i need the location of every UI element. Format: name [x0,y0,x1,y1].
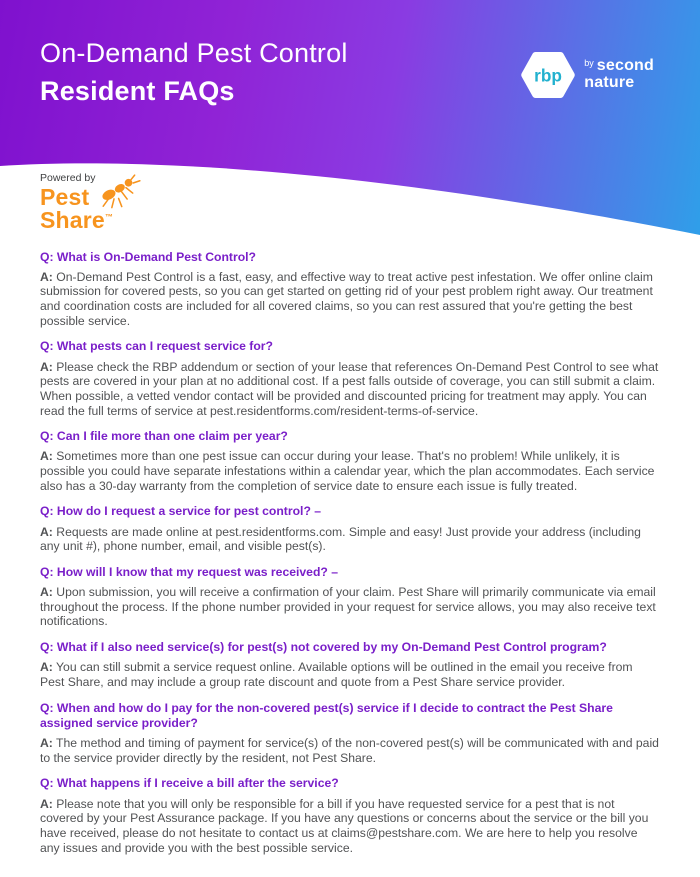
faq-question: Q: How will I know that my request was received? – [40,564,338,579]
second-nature-line1: second [596,57,654,75]
faq-question: Q: When and how do I pay for the non-covered pest(s) service if I decide to contract the Pest Share assigned service provider? [40,700,613,730]
faq-item [40,504,660,554]
faq-item [40,565,660,629]
second-nature-wordmark [584,58,654,92]
by-label: by [584,58,594,69]
faq-question: Q: What if I also need service(s) for pest(s) not covered by my On-Demand Pest Control program? [40,640,607,655]
second-nature-line2: nature [584,74,635,91]
rbp-second-nature-logo [521,50,654,100]
faq-item [40,640,660,690]
faq-answer: A: Sometimes more than one pest issue can occur during your lease. That's no problem! While unlikely, it is possible you could have separate infestations within a calendar year, which the plan accommodates. Each service also has a 30-day warranty from the completion of service date to ensure each issue is fully treated. [40,449,655,493]
pest-share-line1: Pest [40,184,90,210]
faq-content [0,233,700,877]
faq-answer: A: The method and timing of payment for service(s) of the non-covered pest(s) will be communicated with and paid to the service provider directly by the resident, not Pest Share. [40,736,659,765]
faq-answer: A: Please check the RBP addendum or section of your lease that references On-Demand Pest Control to see what pests are covered in your plan at no additional cost. If a pest falls outside of coverage, you can still submit a claim. When possible, a vetted vendor contact will be provided and discounted pricing for treatment may apply. You can read the full terms of service at pest.residentforms.com/resident-terms-of-service. [40,359,659,418]
faq-question: Q: What is On-Demand Pest Control? [40,249,256,264]
faq-question: Q: Can I file more than one claim per year? [40,429,288,444]
faq-question: Q: What pests can I request service for? [40,339,273,354]
faq-item [40,339,660,418]
faq-item [40,429,660,493]
trademark-symbol: ™ [104,211,114,221]
ant-icon [96,172,146,213]
rbp-hexagon-icon [521,50,575,100]
rbp-logo-text: rbp [534,65,563,86]
faq-item [40,701,660,766]
faq-question: Q: What happens if I receive a bill after the service? [40,776,339,791]
pest-share-logo [40,172,210,233]
faq-item [40,776,660,855]
faq-item [40,250,660,329]
faq-answer: A: Please note that you will only be responsible for a bill if you have requested service for a pest that is not covered by your Pest Assurance package. If you have any questions or concerns about the service or the bill you have received, please do not hesitate to contact us at claims@pestshare.com. We are here to help you resolve any issues and provide you with the best possible service. [40,796,649,855]
page-title: On-Demand Pest Control [40,38,348,68]
faq-question: Q: How do I request a service for pest control? – [40,504,322,519]
faq-answer: A: Upon submission, you will receive a confirmation of your claim. Pest Share will primarily communicate via email throughout the process. If the phone number provided in your request for service allows, you may also receive text notifications. [40,585,656,629]
pest-share-line2: Share™ [40,206,114,233]
faq-answer: A: You can still submit a service request online. Available options will be outlined in the email you receive from Pest Share, and may include a group rate discount and quote from a Pest Share service provider. [40,660,633,689]
powered-by-label: Powered by [40,172,96,184]
page-subtitle: Resident FAQs [40,76,235,106]
faq-answer: A: On-Demand Pest Control is a fast, easy, and effective way to treat active pest infestation. We offer online claim submission for covered pests, so you can get started on getting rid of your pest problem right away. Our treatment and coordination costs are included for all covered claims, so you can rest assured that you're getting the best possible service. [40,269,653,328]
header-titles [40,38,348,107]
faq-answer: A: Requests are made online at pest.residentforms.com. Simple and easy! Just provide your address (including any unit #), phone number, email, and visible pest(s). [40,524,641,554]
